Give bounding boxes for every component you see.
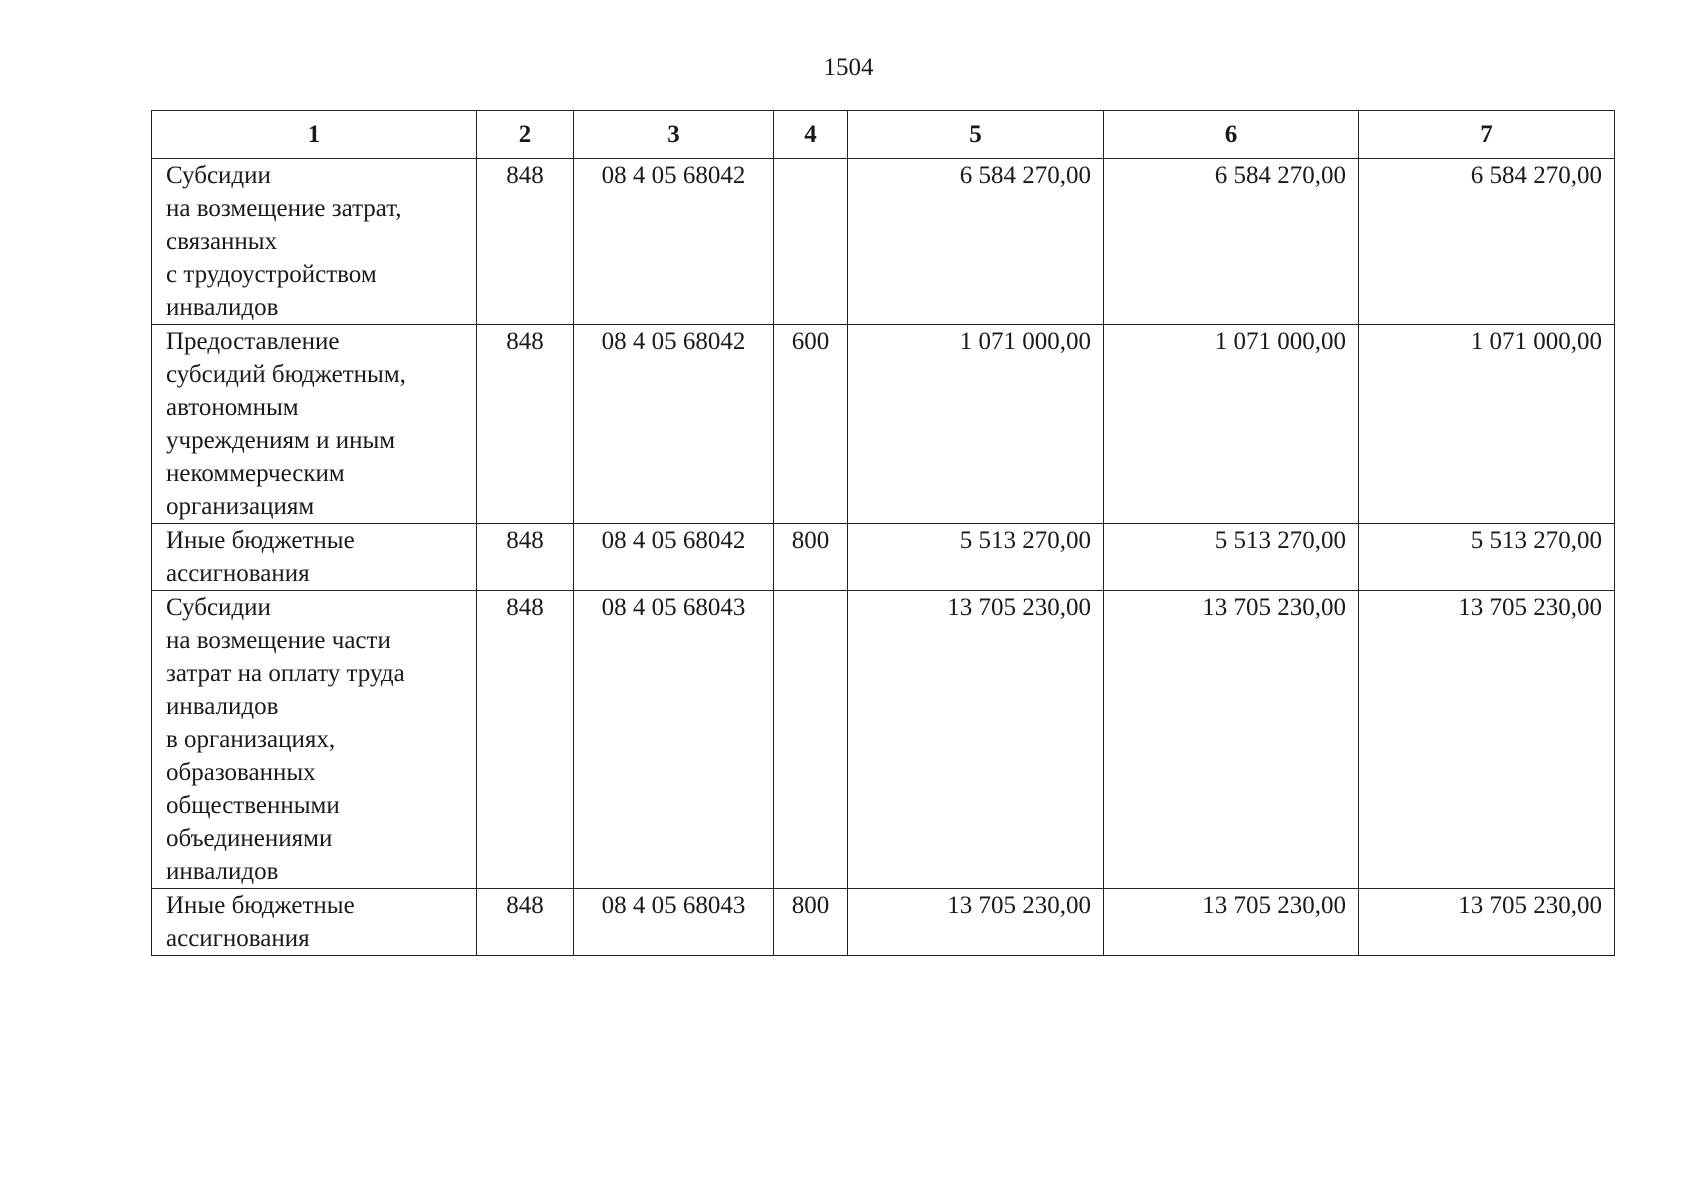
row-name: Иные бюджетные ассигнования [152,889,477,956]
header-col-2: 2 [477,111,574,159]
row-value-3: 6 584 270,00 [1359,159,1615,325]
row-value-2: 6 584 270,00 [1104,159,1359,325]
table-row [152,524,1615,591]
header-col-1: 1 [152,111,477,159]
budget-table [151,110,1615,956]
row-name: Субсидии на возмещение части затрат на оплату труда инвалидов в организациях, образованных общественными объединениями инвалидов [152,591,477,889]
row-value-2: 13 705 230,00 [1104,591,1359,889]
row-value-1: 13 705 230,00 [848,591,1104,889]
row-value-1: 6 584 270,00 [848,159,1104,325]
row-code: 848 [477,591,574,889]
table-row [152,591,1615,889]
row-type: 800 [774,524,848,591]
row-target: 08 4 05 68042 [574,524,774,591]
row-value-1: 5 513 270,00 [848,524,1104,591]
row-code: 848 [477,524,574,591]
row-target: 08 4 05 68042 [574,159,774,325]
header-col-3: 3 [574,111,774,159]
header-col-4: 4 [774,111,848,159]
header-col-7: 7 [1359,111,1615,159]
table-row [152,159,1615,325]
row-code: 848 [477,325,574,524]
row-name: Иные бюджетные ассигнования [152,524,477,591]
row-value-3: 5 513 270,00 [1359,524,1615,591]
row-type [774,159,848,325]
table-row [152,325,1615,524]
row-value-3: 1 071 000,00 [1359,325,1615,524]
table-row [152,889,1615,956]
row-name: Субсидии на возмещение затрат, связанных с трудоустройством инвалидов [152,159,477,325]
row-target: 08 4 05 68042 [574,325,774,524]
header-row [152,111,1615,159]
header-col-6: 6 [1104,111,1359,159]
page-number: 1504 [823,54,874,81]
row-value-2: 5 513 270,00 [1104,524,1359,591]
row-value-1: 13 705 230,00 [848,889,1104,956]
row-type: 600 [774,325,848,524]
row-value-3: 13 705 230,00 [1359,591,1615,889]
row-target: 08 4 05 68043 [574,889,774,956]
row-value-2: 1 071 000,00 [1104,325,1359,524]
row-type: 800 [774,889,848,956]
row-type [774,591,848,889]
row-value-3: 13 705 230,00 [1359,889,1615,956]
row-value-1: 1 071 000,00 [848,325,1104,524]
row-name: Предоставление субсидий бюджетным, автономным учреждениям и иным некоммерческим организациям [152,325,477,524]
row-target: 08 4 05 68043 [574,591,774,889]
header-col-5: 5 [848,111,1104,159]
row-value-2: 13 705 230,00 [1104,889,1359,956]
row-code: 848 [477,889,574,956]
row-code: 848 [477,159,574,325]
